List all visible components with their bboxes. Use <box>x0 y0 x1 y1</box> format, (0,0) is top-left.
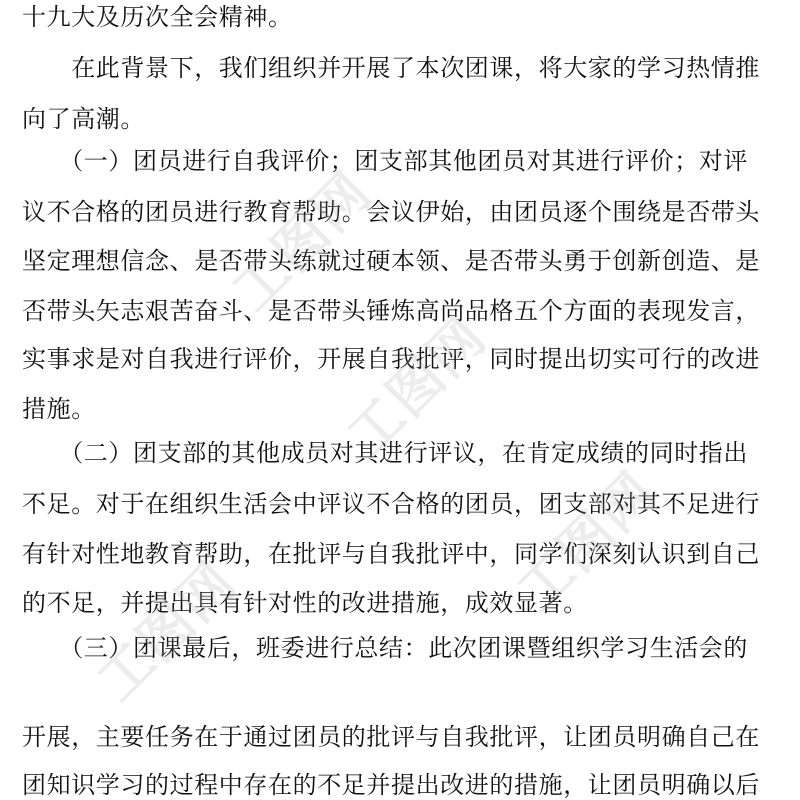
text-line: 否带头矢志艰苦奋斗、是否带头锤炼高尚品格五个方面的表现发言， <box>22 297 760 325</box>
text-line: （二）团支部的其他成员对其进行评议，在肯定成绩的同时指出 <box>22 439 748 467</box>
text-line: 的不足，并提出具有针对性的改进措施，成效显著。 <box>22 589 588 617</box>
text-line: 议不合格的团员进行教育帮助。会议伊始，由团员逐个围绕是否带头 <box>22 198 760 226</box>
text-line: 向了高潮。 <box>22 105 145 133</box>
text-line: （三）团课最后，班委进行总结：此次团课暨组织学习生活会的 <box>22 634 748 662</box>
text-line: 有针对性地教育帮助，在批评与自我批评中，同学们深刻认识到自己 <box>22 540 760 568</box>
watermark: 工图网 <box>505 459 669 623</box>
watermark: 工图网 <box>85 549 249 713</box>
watermark: 工图网 <box>335 304 499 468</box>
text-line: 坚定理想信念、是否带头练就过硬本领、是否带头勇于创新创造、是 <box>22 247 760 275</box>
text-line: 开展，主要任务在于通过团员的批评与自我批评，让团员明确自己在 <box>22 723 760 751</box>
text-line: 十九大及历次全会精神。 <box>22 3 293 31</box>
text-line: 不足。对于在组织生活会中评议不合格的团员，团支部对其不足进行 <box>22 490 760 518</box>
text-line: 团知识学习的过程中存在的不足并提出改进的措施，让团员明确以后 <box>22 771 760 799</box>
text-line: 在此背景下，我们组织并开展了本次团课，将大家的学习热情推 <box>22 54 760 82</box>
text-line: （一）团员进行自我评价；团支部其他团员对其进行评价；对评 <box>22 147 748 175</box>
text-line: 实事求是对自我进行评价，开展自我批评，同时提出切实可行的改进 <box>22 345 760 373</box>
watermark: 工图网 <box>220 159 384 323</box>
text-line: 措施。 <box>22 395 96 423</box>
